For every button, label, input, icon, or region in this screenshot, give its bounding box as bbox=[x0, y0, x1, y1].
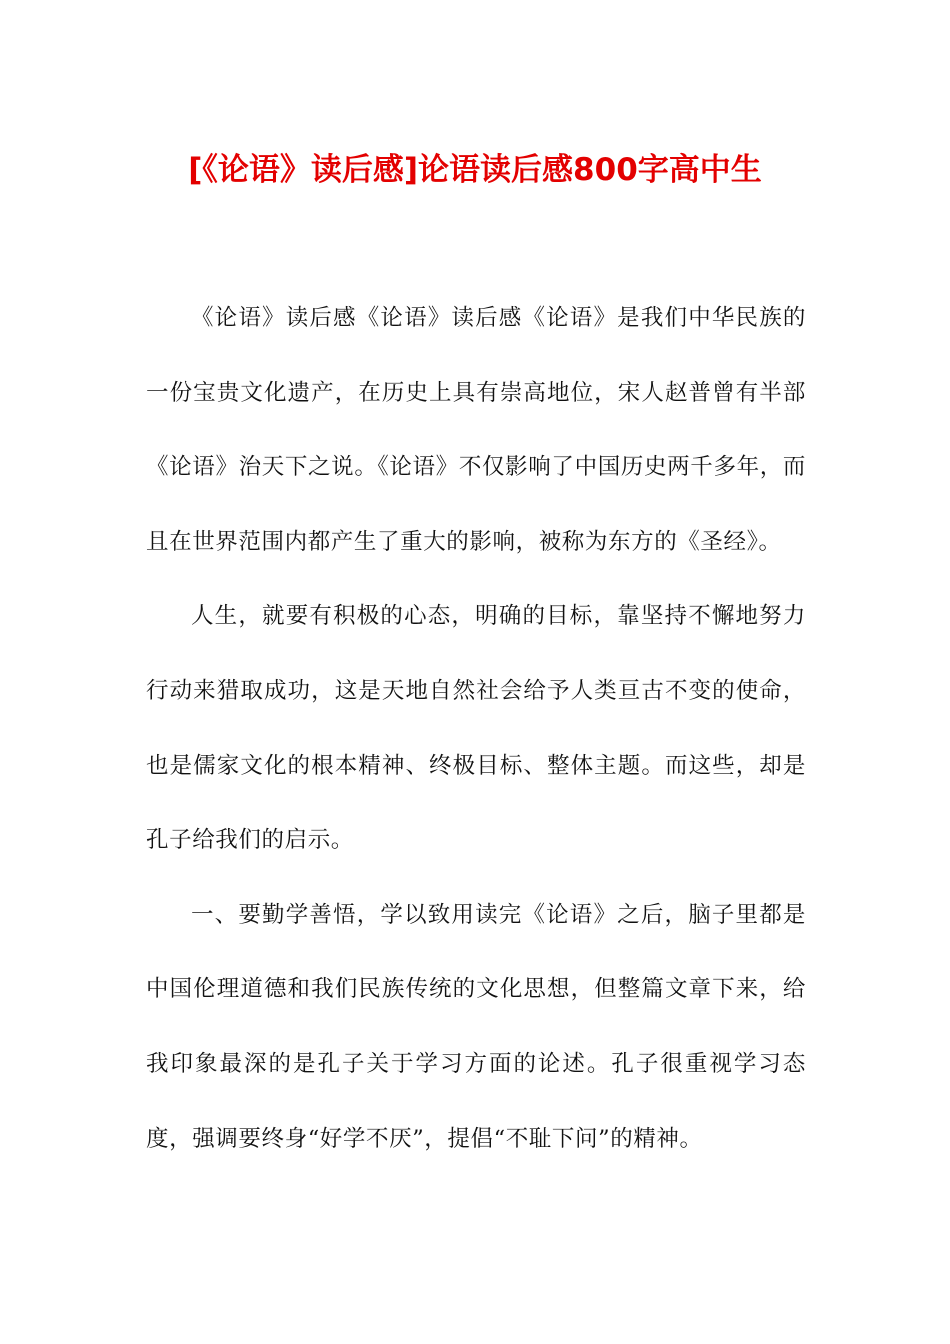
paragraph-1: 《论语》读后感《论语》读后感《论语》是我们中华民族的一份宝贵文化遗产，在历史上具有崇高地位，宋人赵普曾有半部《论语》治天下之说。《论语》不仅影响了中国历史两千多年，而且在世界范围内都产生了重大的影响，被称为东方的《圣经》。 bbox=[146, 305, 806, 555]
document-body bbox=[146, 281, 806, 1176]
paragraph-3: 一、要勤学善悟，学以致用读完《论语》之后，脑子里都是中国伦理道德和我们民族传统的文化思想，但整篇文章下来，给我印象最深的是孔子关于学习方面的论述。孔子很重视学习态度，强调要终身“好学不厌”，提倡“不耻下问”的精神。 bbox=[146, 901, 806, 1152]
document-title: [《论语》读后感]论语读后感800字高中生 bbox=[188, 152, 762, 188]
paragraph-2: 人生，就要有积极的心态，明确的目标，靠坚持不懈地努力行动来猎取成功，这是天地自然社会给予人类亘古不变的使命，也是儒家文化的根本精神、终极目标、整体主题。而这些，却是孔子给我们的启示。 bbox=[146, 603, 806, 854]
